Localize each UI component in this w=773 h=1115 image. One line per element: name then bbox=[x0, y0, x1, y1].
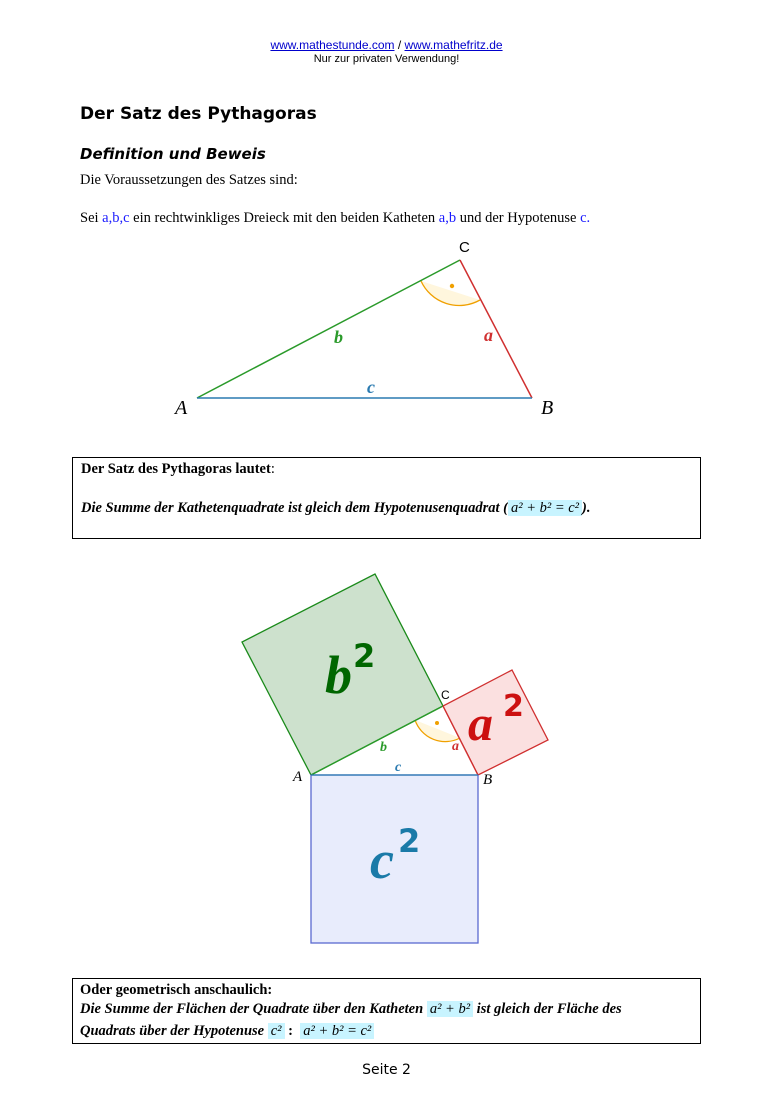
premise-vars-ab: a,b bbox=[438, 210, 457, 226]
geometric-line2 bbox=[80, 1023, 374, 1040]
premise-part3: und der Hypotenuse bbox=[456, 210, 581, 226]
side-a-label-2: a bbox=[452, 739, 459, 754]
triangle-figure bbox=[0, 0, 773, 440]
label-b2-exp: 2 bbox=[353, 637, 376, 675]
geometric-title: Oder geometrisch anschaulich: bbox=[80, 982, 273, 998]
label-b2-base: b bbox=[325, 645, 352, 705]
vertex-c-label-2: C bbox=[441, 688, 450, 702]
square-a2 bbox=[443, 670, 548, 775]
vertex-c-label: C bbox=[459, 239, 470, 256]
link-mathefritz[interactable]: www.mathefritz.de bbox=[404, 38, 503, 52]
side-a-label: a bbox=[484, 325, 493, 345]
geometric-formula2: c² bbox=[268, 1023, 285, 1039]
theorem-colon: : bbox=[270, 461, 275, 477]
premise-part2: ein rechtwinkliges Dreieck mit den beiden Katheten bbox=[129, 210, 439, 226]
geometric-colon: : bbox=[288, 1023, 293, 1039]
label-c2-base: c bbox=[370, 830, 394, 890]
label-a2-base: a bbox=[468, 695, 493, 751]
side-b-label: b bbox=[334, 327, 343, 347]
geometric-formula3: a² + b² = c² bbox=[300, 1023, 374, 1039]
theorem-title: Der Satz des Pythagoras lautet bbox=[81, 461, 271, 477]
theorem-title-line bbox=[81, 461, 275, 478]
side-c-label-2: c bbox=[395, 760, 402, 775]
theorem-statement-line bbox=[81, 500, 590, 517]
label-c2-exp: 2 bbox=[398, 822, 421, 860]
pythagoras-squares-figure bbox=[0, 560, 773, 960]
geometric-box bbox=[72, 978, 701, 1044]
side-b-label-2: b bbox=[380, 740, 387, 755]
geometric-line1-end: ist gleich der Fläche des bbox=[476, 1001, 622, 1017]
premise-vars-abc: a,b,c bbox=[102, 210, 130, 226]
page-title: Der Satz des Pythagoras bbox=[80, 104, 317, 124]
intro-text: Die Voraussetzungen des Satzes sind: bbox=[80, 172, 298, 188]
geometric-line1 bbox=[80, 1001, 622, 1018]
vertex-a-label: A bbox=[175, 397, 188, 419]
theorem-end: ). bbox=[582, 500, 591, 516]
vertex-b-label: B bbox=[541, 397, 554, 419]
geometric-line1-start: Die Summe der Flächen der Quadrate über den Katheten bbox=[80, 1001, 424, 1017]
geometric-formula1: a² + b² bbox=[427, 1001, 473, 1017]
page-number: Seite 2 bbox=[362, 1062, 411, 1078]
side-a-line bbox=[460, 260, 532, 398]
theorem-statement: Die Summe der Kathetenquadrate ist gleich dem Hypotenusenquadrat ( bbox=[81, 500, 508, 516]
header-separator: / bbox=[394, 38, 405, 52]
right-angle-dot bbox=[450, 284, 454, 288]
vertex-b-label-2: B bbox=[483, 772, 493, 788]
label-a2-exp: 2 bbox=[503, 689, 524, 724]
side-c-label: c bbox=[367, 377, 375, 397]
premise-var-c: c. bbox=[580, 210, 591, 226]
section-heading: Definition und Beweis bbox=[80, 145, 266, 163]
square-c2 bbox=[311, 775, 478, 943]
theorem-formula: a² + b² = c² bbox=[508, 500, 582, 516]
vertex-a-label-2: A bbox=[293, 769, 303, 785]
link-mathestunde[interactable]: www.mathestunde.com bbox=[270, 38, 395, 52]
theorem-box bbox=[72, 457, 701, 539]
geometric-line2-start: Quadrats über der Hypotenuse bbox=[80, 1023, 265, 1039]
side-b-line bbox=[197, 260, 460, 398]
premise-part1: Sei bbox=[80, 210, 103, 226]
right-angle-dot-2 bbox=[435, 721, 439, 725]
header-note: Nur zur privaten Verwendung! bbox=[313, 53, 460, 65]
